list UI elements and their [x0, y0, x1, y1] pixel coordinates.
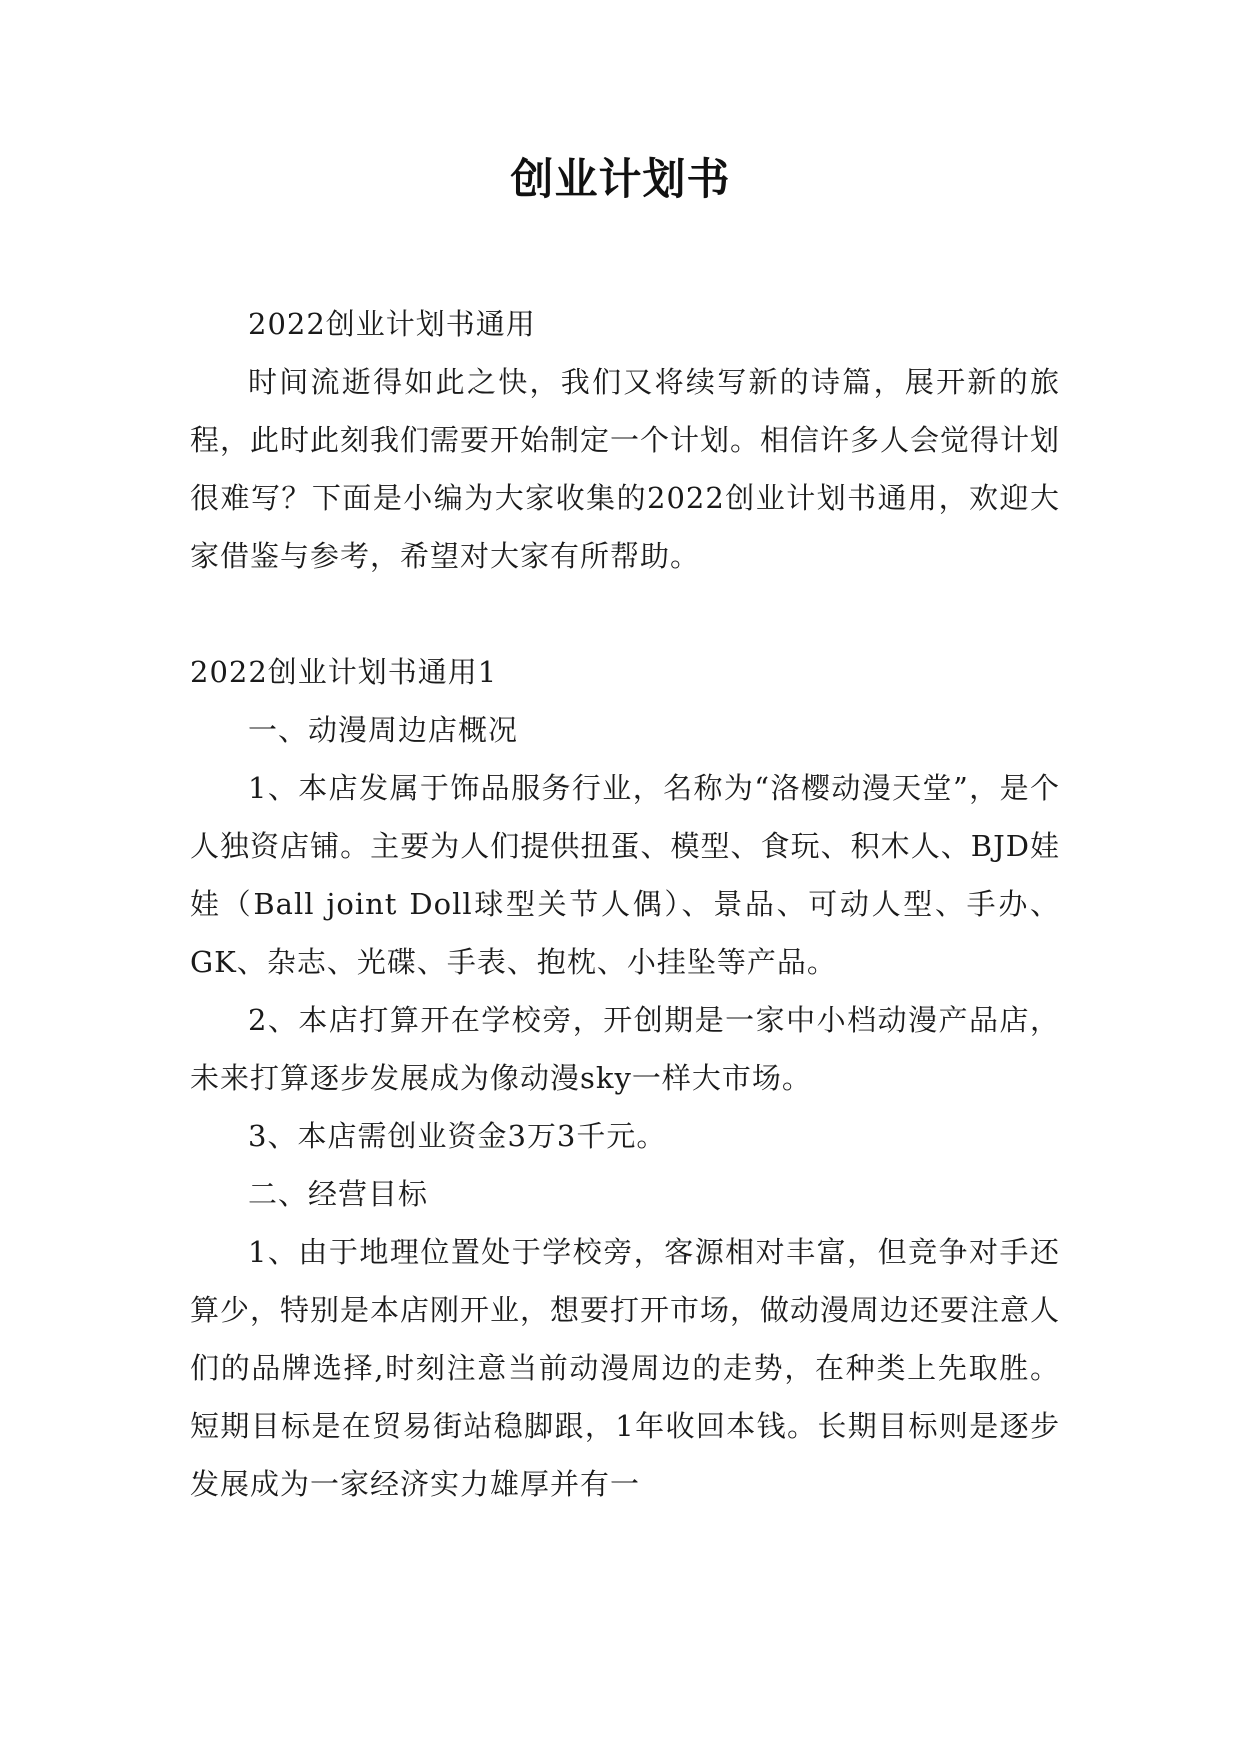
section-heading: 2022创业计划书通用1: [190, 655, 498, 689]
document-title: 创业计划书: [510, 155, 731, 205]
part-two-paragraph-1: 1、由于地理位置处于学校旁，客源相对丰富，但竞争对手还算少，特别是本店刚开业，想要打开市场，做动漫周边还要注意人们的品牌选择,时刻注意当前动漫周边的走势，在种类上先取胜。短期目标是在贸易街站稳脚跟，1年收回本钱。长期目标则是逐步发展成为一家经济实力雄厚并有一: [190, 1235, 1061, 1501]
document-body: [190, 295, 1060, 1513]
part-one-heading: 一、动漫周边店概况: [248, 713, 519, 747]
subtitle-paragraph: 2022创业计划书通用: [248, 307, 536, 341]
part-one-paragraph-3: 3、本店需创业资金3万3千元。: [248, 1119, 667, 1153]
part-two-heading: 二、经营目标: [248, 1177, 429, 1211]
paragraph-spacer: [190, 585, 1060, 643]
part-one-paragraph-1: 1、本店发属于饰品服务行业，名称为“洛樱动漫天堂”，是个人独资店铺。主要为人们提供扭蛋、模型、食玩、积木人、BJD娃娃（Ball joint Doll球型关节人偶）、景品、可动人型、手办、GK、杂志、光碟、手表、抱枕、小挂坠等产品。: [190, 771, 1060, 979]
intro-paragraph: 时间流逝得如此之快，我们又将续写新的诗篇，展开新的旅程，此时此刻我们需要开始制定一个计划。相信许多人会觉得计划很难写？下面是小编为大家收集的2022创业计划书通用，欢迎大家借鉴与参考，希望对大家有所帮助。: [190, 365, 1061, 573]
part-one-paragraph-2: 2、本店打算开在学校旁，开创期是一家中小档动漫产品店，未来打算逐步发展成为像动漫sky一样大市场。: [190, 1003, 1060, 1095]
